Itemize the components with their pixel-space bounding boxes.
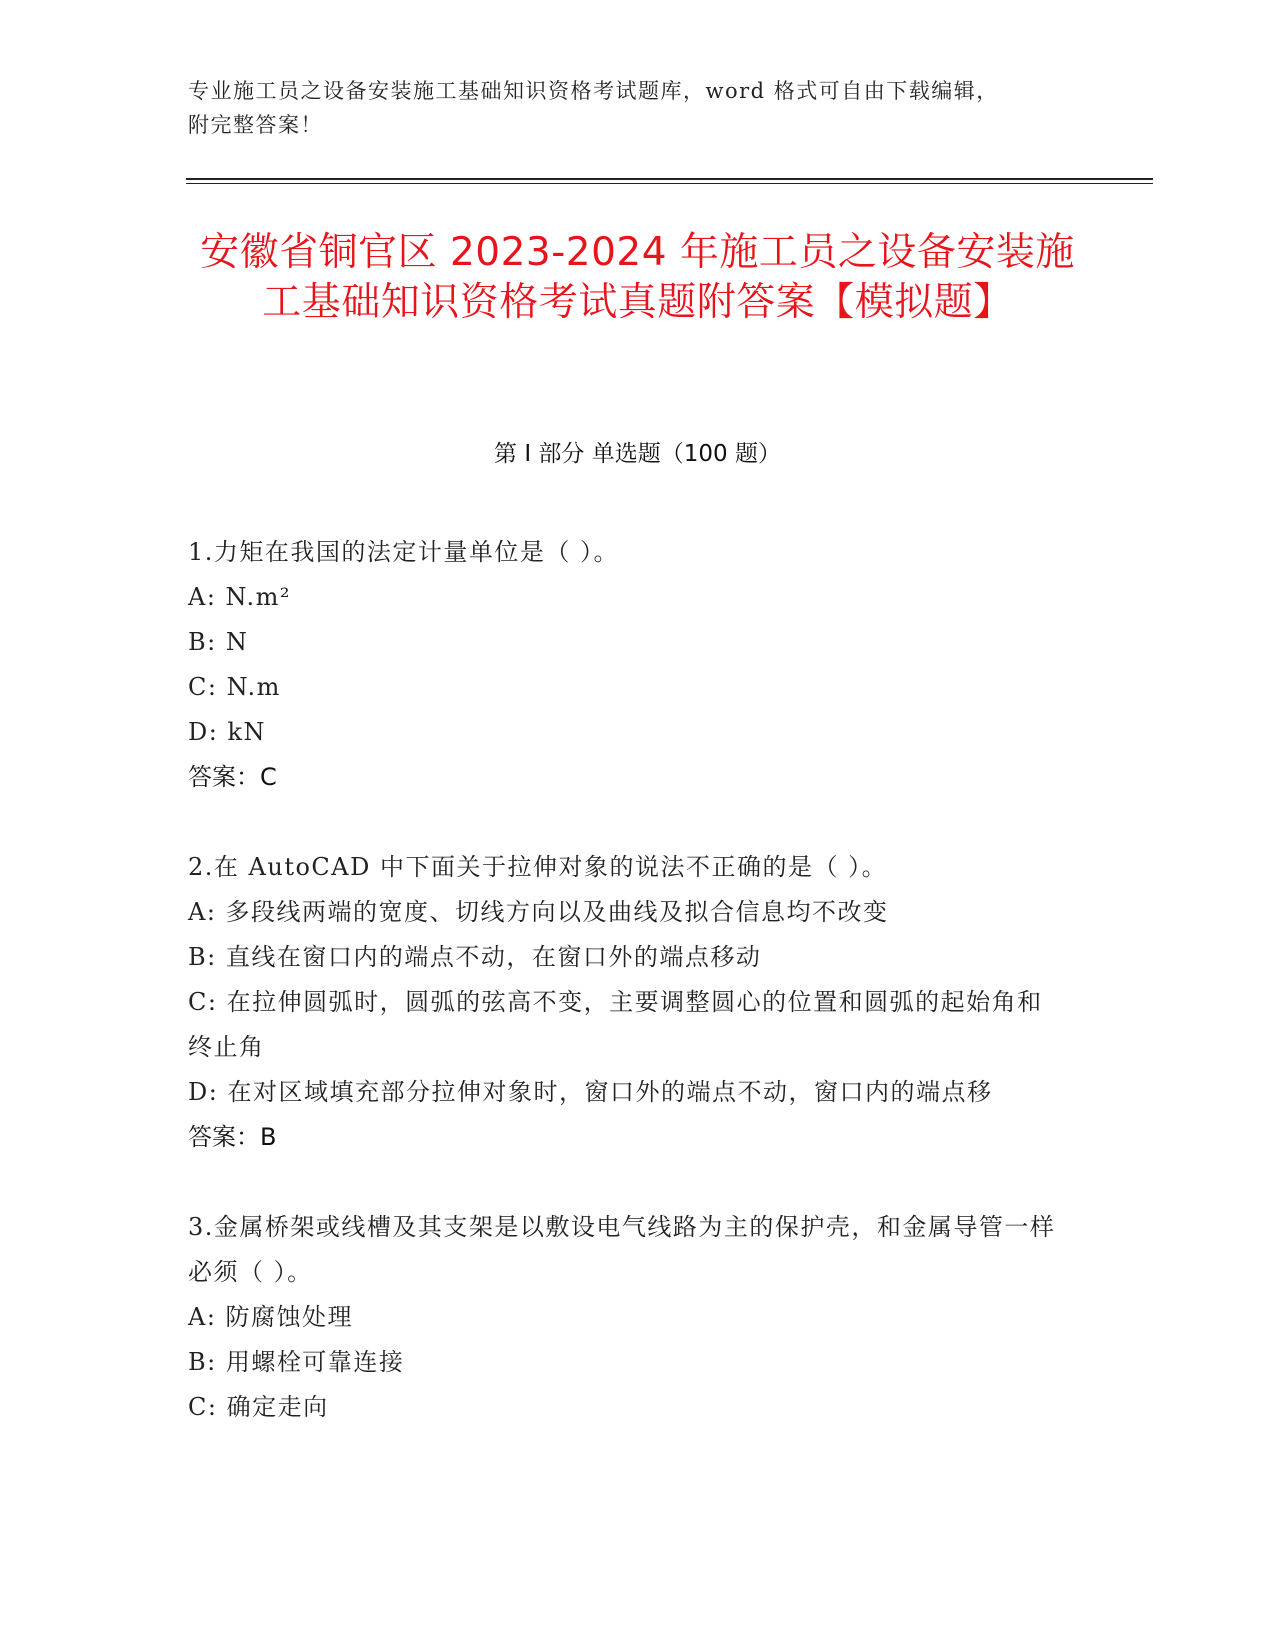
header-note-line-1: 专业施工员之设备安装施工基础知识资格考试题库，word 格式可自由下载编辑， bbox=[188, 79, 999, 103]
question-3 bbox=[188, 1205, 1068, 1430]
option-d: D: kN bbox=[188, 718, 266, 746]
question-stem: 1.力矩在我国的法定计量单位是（ ）。 bbox=[188, 538, 620, 566]
header-note bbox=[188, 74, 1088, 142]
header-divider-thin bbox=[186, 183, 1153, 184]
option-a: A: 多段线两端的宽度、切线方向以及曲线及拟合信息均不改变 bbox=[188, 898, 889, 926]
option-c: C: N.m bbox=[188, 673, 281, 701]
document-title: 安徽省铜官区 2023-2024 年施工员之设备安装施工基础知识资格考试真题附答案【模拟题】 bbox=[200, 230, 1075, 325]
option-b: B: N bbox=[188, 628, 249, 656]
answer-label: 答案：B bbox=[188, 1123, 277, 1151]
header-note-line-2: 附完整答案！ bbox=[188, 113, 323, 137]
section-title: 第 I 部分 单选题（100 题） bbox=[494, 441, 781, 467]
question-2 bbox=[188, 845, 1068, 1160]
answer-label: 答案：C bbox=[188, 763, 277, 791]
option-d: D: 在对区域填充部分拉伸对象时，窗口外的端点不动，窗口内的端点移 bbox=[188, 1078, 993, 1106]
option-b: B: 用螺栓可靠连接 bbox=[188, 1348, 405, 1376]
question-list bbox=[188, 530, 1068, 1475]
header-divider-thick bbox=[186, 178, 1153, 180]
option-c: C: 在拉伸圆弧时，圆弧的弦高不变，主要调整圆心的位置和圆弧的起始角和终止角 bbox=[188, 988, 1043, 1061]
question-1 bbox=[188, 530, 1068, 800]
option-b: B: 直线在窗口内的端点不动，在窗口外的端点移动 bbox=[188, 943, 762, 971]
option-a: A: N.m² bbox=[188, 583, 292, 611]
option-c: C: 确定走向 bbox=[188, 1393, 329, 1421]
question-stem: 2.在 AutoCAD 中下面关于拉伸对象的说法不正确的是（ ）。 bbox=[188, 853, 888, 881]
option-a: A: 防腐蚀处理 bbox=[188, 1303, 354, 1331]
question-stem: 3.金属桥架或线槽及其支架是以敷设电气线路为主的保护壳，和金属导管一样必须（ ）。 bbox=[188, 1213, 1056, 1286]
